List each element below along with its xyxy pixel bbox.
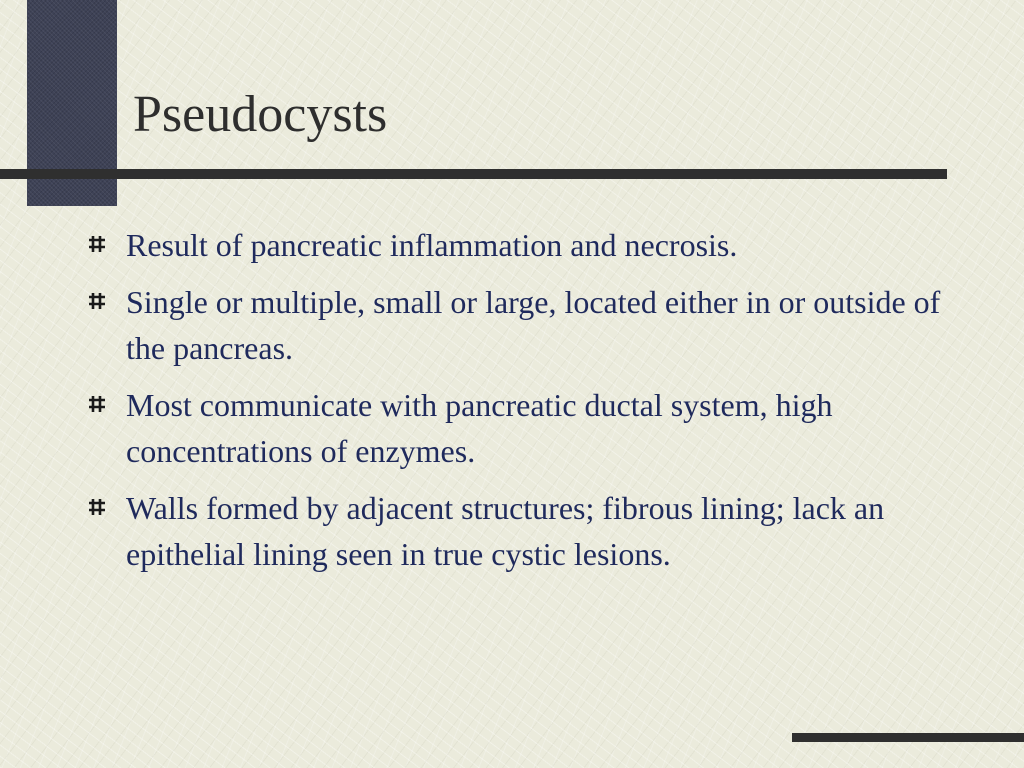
hash-bullet-icon [88, 498, 106, 516]
bullet-text: Walls formed by adjacent structures; fibrous lining; lack an epithelial lining seen in true cystic lesions. [126, 490, 885, 572]
bullet-item [88, 222, 948, 268]
bullet-item [88, 485, 948, 577]
bullet-text: Result of pancreatic inflammation and necrosis. [126, 227, 738, 263]
bullet-item [88, 382, 948, 474]
title-underline-rule [0, 169, 947, 179]
hash-bullet-icon [88, 235, 106, 253]
bullet-text: Most communicate with pancreatic ductal system, high concentrations of enzymes. [126, 387, 833, 469]
bullet-item [88, 279, 948, 371]
hash-bullet-icon [88, 395, 106, 413]
bullet-text: Single or multiple, small or large, located either in or outside of the pancreas. [126, 284, 941, 366]
hash-bullet-icon [88, 292, 106, 310]
footer-rule [792, 733, 1024, 742]
slide-title: Pseudocysts [133, 86, 388, 143]
bullet-list [88, 222, 948, 588]
